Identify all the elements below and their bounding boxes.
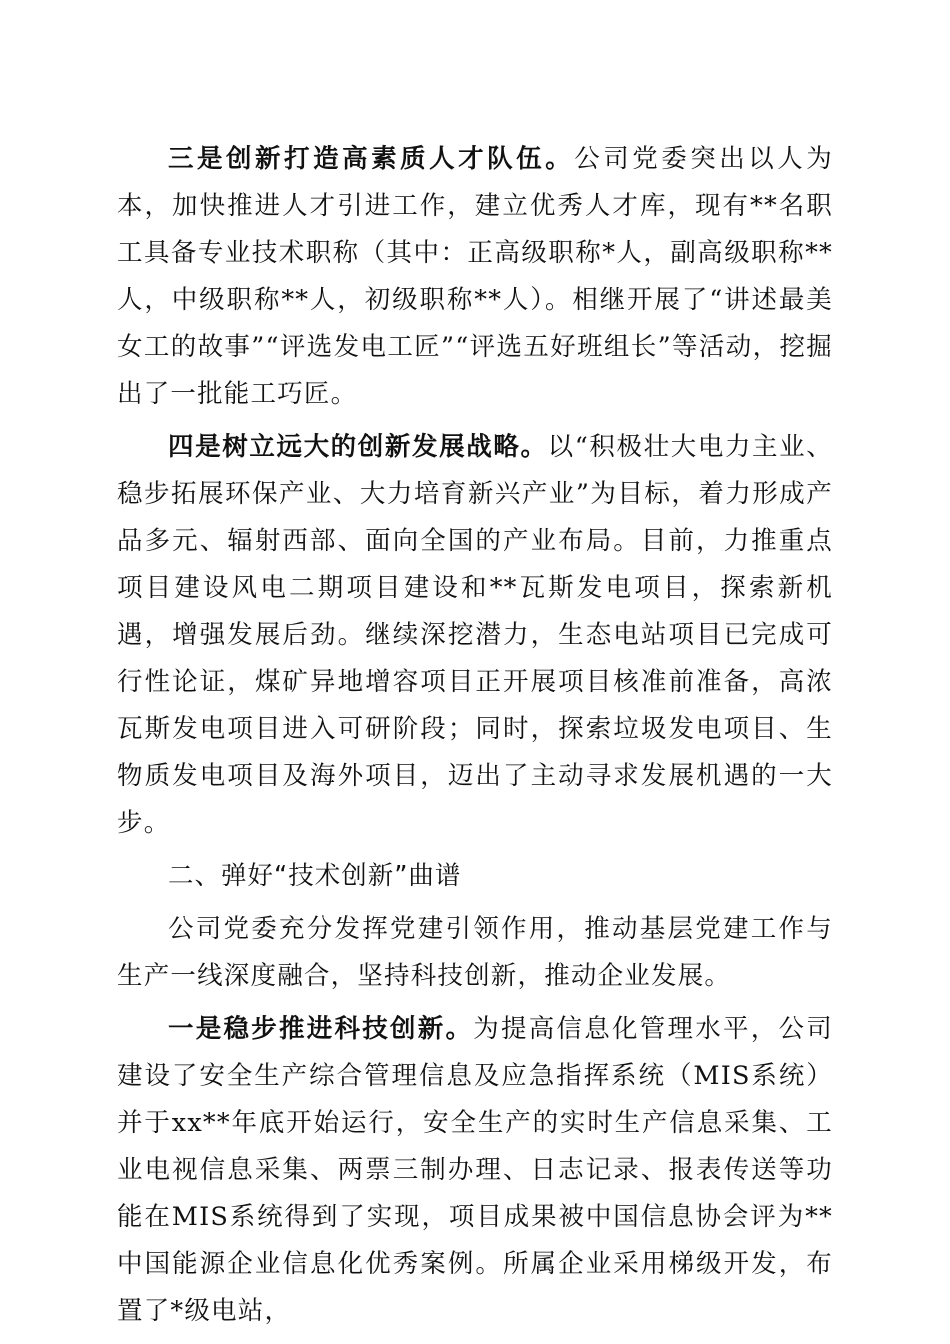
document-page [117,136,833,1335]
paragraph-body: 以“积极壮大电力主业、稳步拓展环保产业、大力培育新兴产业”为目标，着力形成产品多元、辐射西部、面向全国的产业布局。目前，力推重点项目建设风电二期项目建设和**瓦斯发电项目，探索新机遇，增强发展后劲。继续深挖潜力，生态电站项目已完成可行性论证，煤矿异地增容项目正开展项目核准前准备，高浓瓦斯发电项目进入可研阶段；同时，探索垃圾发电项目、生物质发电项目及海外项目，迈出了主动寻求发展机遇的一大步。 [117,432,833,838]
paragraph-intro: 公司党委充分发挥党建引领作用，推动基层党建工作与生产一线深度融合，坚持科技创新，推动企业发展。 [117,914,833,991]
section-heading: 二、弹好“技术创新”曲谱 [168,861,462,891]
paragraph-body: 为提高信息化管理水平，公司建设了安全生产综合管理信息及应急指挥系统（MIS系统）并于xx**年底开始运行，安全生产的实时生产信息采集、工业电视信息采集、两票三制办理、日志记录、报表传送等功能在MIS系统得到了实现，项目成果被中国信息协会评为**中国能源企业信息化优秀案例。所属企业采用梯级开发，布置了*级电站， [117,1014,834,1326]
paragraph-development-strategy [117,424,833,847]
paragraph-talent-team [117,136,833,418]
paragraph-tech-innovation [117,1006,833,1335]
paragraph-lead: 一是稳步推进科技创新。 [168,1014,474,1044]
paragraph-lead: 四是树立远大的创新发展战略。 [168,432,548,462]
paragraph-body: 公司党委突出以人为本，加快推进人才引进工作，建立优秀人才库，现有**名职工具备专业技术职称（其中：正高级职称*人，副高级职称**人，中级职称**人，初级职称**人）。相继开展了“讲述最美女工的故事”“评选发电工匠”“评选五好班组长”等活动，挖掘出了一批能工巧匠。 [117,144,833,409]
paragraph-lead: 三是创新打造高素质人才队伍。 [168,144,575,174]
